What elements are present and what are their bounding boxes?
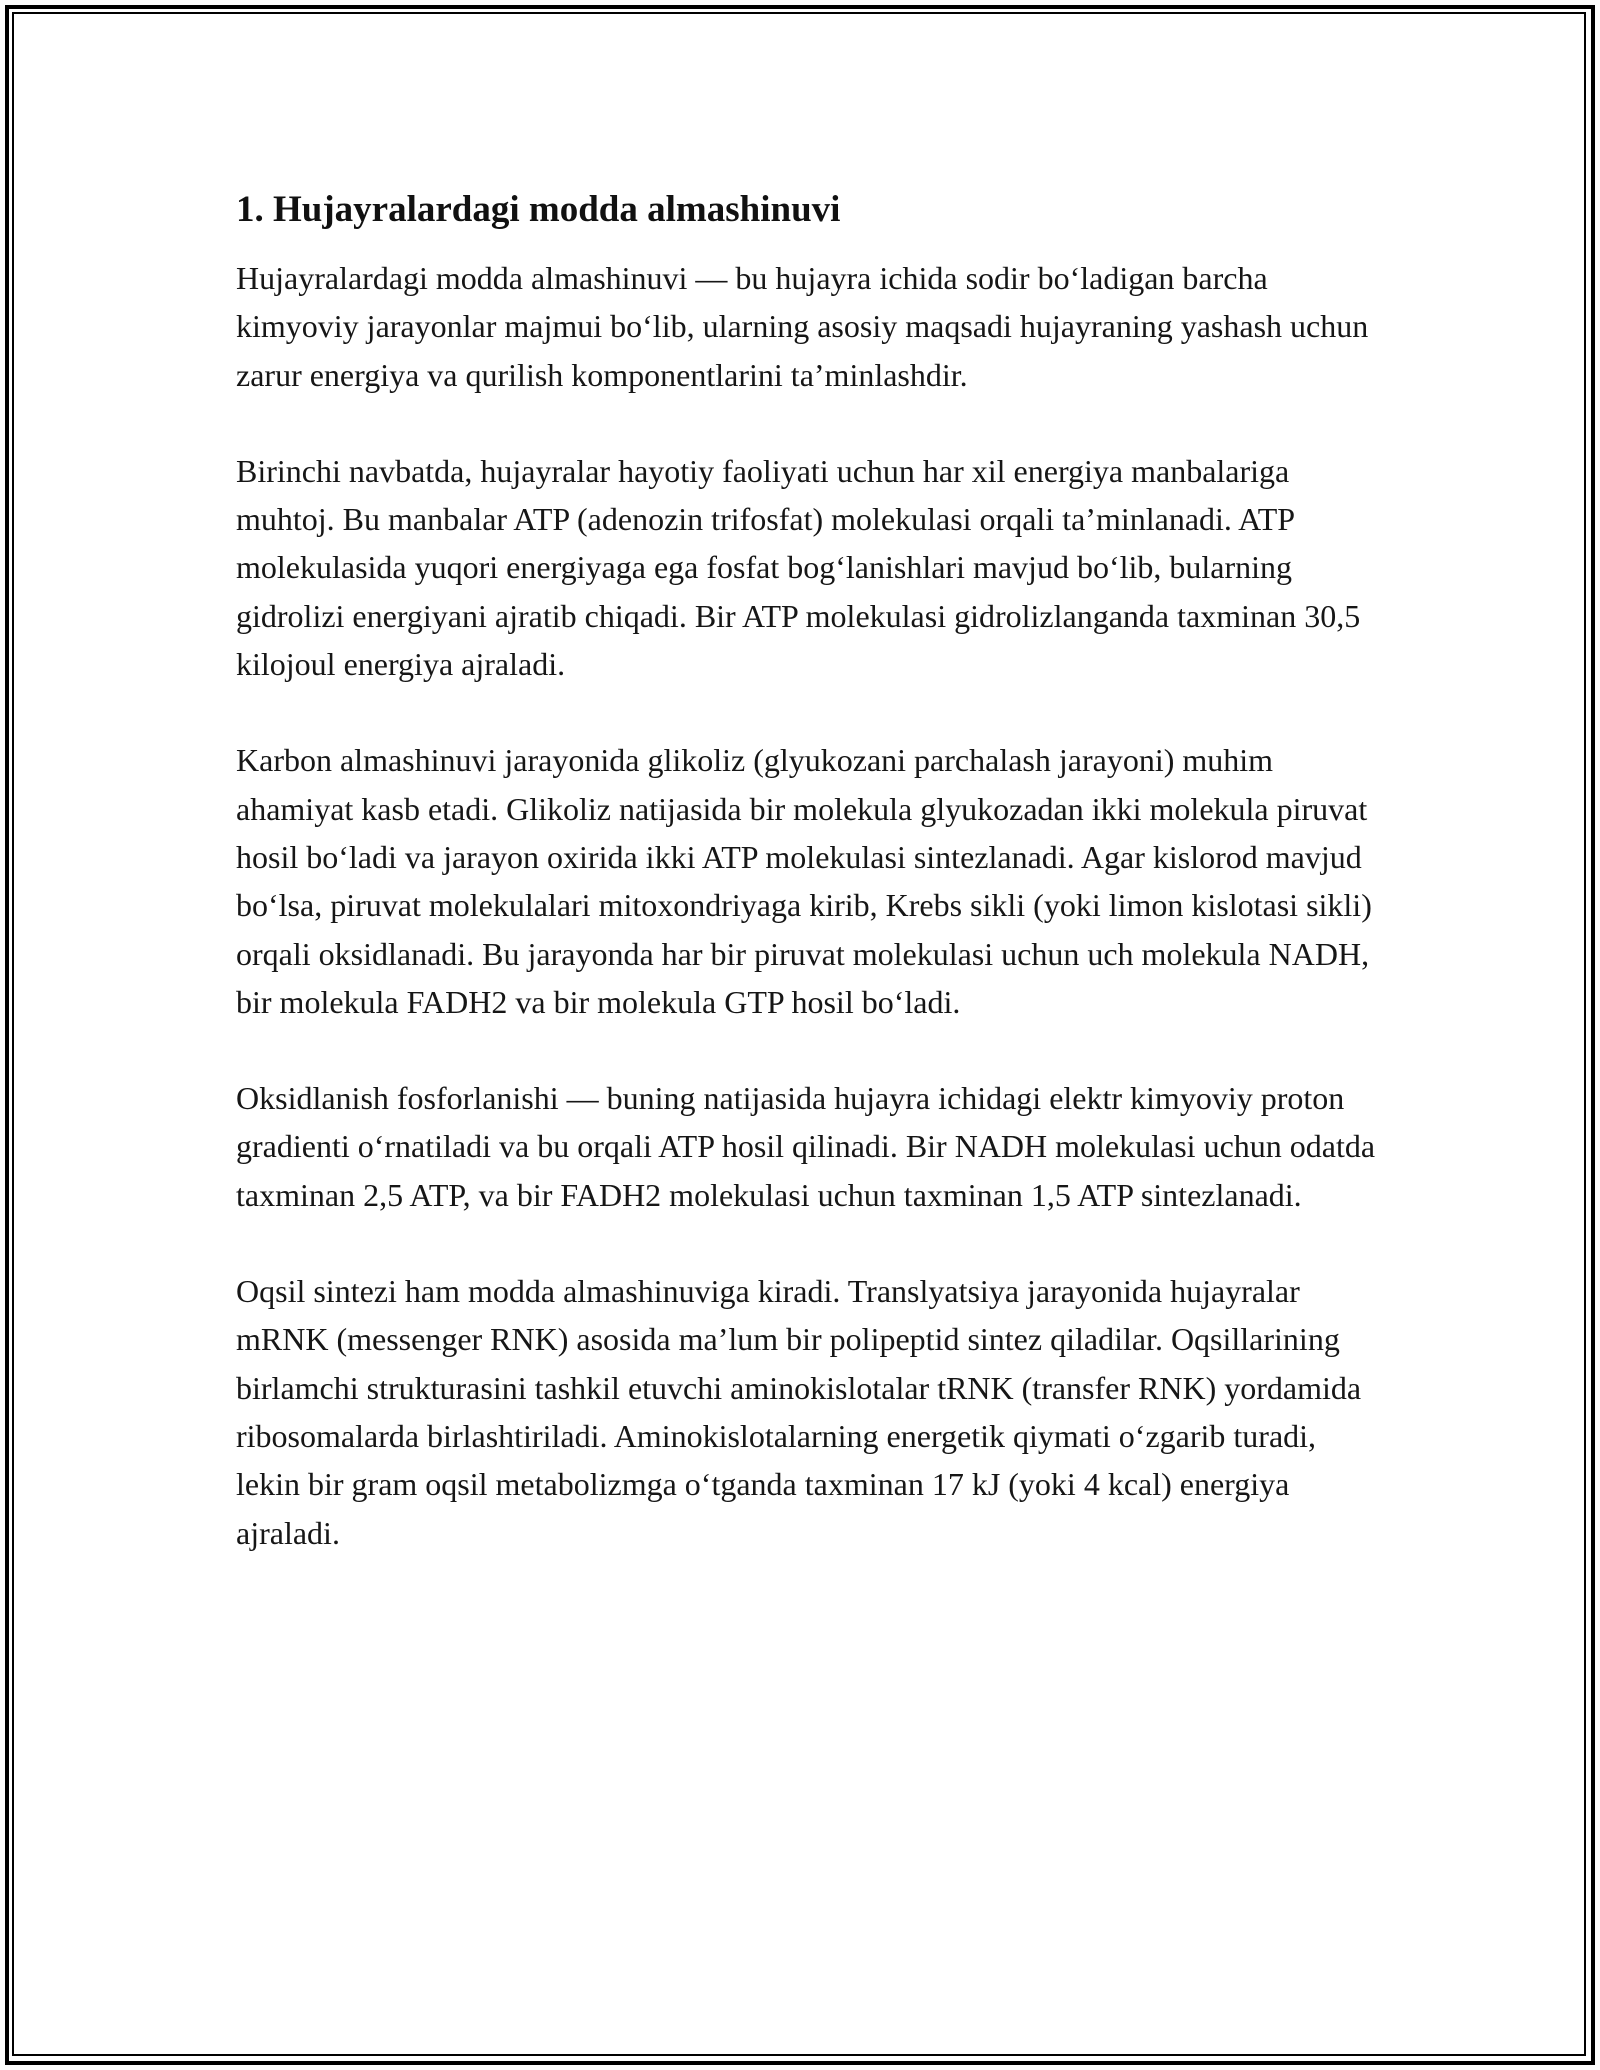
paragraph-protein-synthesis: Oqsil sintezi ham modda almashinuviga kiradi. Translyatsiya jarayonida hujayralar mRNK (messenger RNK) asosida ma’lum bir polipeptid sintez qiladilar. Oqsillarining birlamchi strukturasini tashkil etuvchi aminokislotalar tRNK (transfer RNK) yordamida ribosomalarda birlashtiriladi. Aminokislotalarning energetik qiymati o‘zgarib turadi, lekin bir gram oqsil metabolizmga o‘tganda taxminan 17 kJ (yoki 4 kcal) energiya ajraladi. — [236, 1273, 1362, 1551]
paragraph-intro: Hujayralardagi modda almashinuvi — bu hujayra ichida sodir bo‘ladigan barcha kimyoviy jarayonlar majmui bo‘lib, ularning asosiy maqsadi hujayraning yashash uchun zarur energiya va qurilish komponentlarini ta’minlashdir. — [236, 260, 1369, 393]
paragraph-oxidative-phosphorylation: Oksidlanish fosforlanishi — buning natijasida hujayra ichidagi elektr kimyoviy proton gradienti o‘rnatiladi va bu orqali ATP hosil qilinadi. Bir NADH molekulasi uchun odatda taxminan 2,5 ATP, va bir FADH2 molekulasi uchun taxminan 1,5 ATP sintezlanadi. — [236, 1080, 1376, 1213]
paragraph-atp-energy: Birinchi navbatda, hujayralar hayotiy faoliyati uchun har xil energiya manbalariga muhtoj. Bu manbalar ATP (adenozin trifosfat) molekulasi orqali ta’minlanadi. ATP molekulasida yuqori energiyaga ega fosfat bog‘lanishlari mavjud bo‘lib, bularning gidrolizi energiyani ajratib chiqadi. Bir ATP molekulasi gidrolizlanganda taxminan 30,5 kilojoul energiya ajraladi. — [236, 452, 1361, 683]
document-body — [236, 186, 1376, 1605]
paragraph-glycolysis: Karbon almashinuvi jarayonida glikoliz (glyukozani parchalash jarayoni) muhim ahamiyat kasb etadi. Glikoliz natijasida bir molekula glyukozadan ikki molekula piruvat hosil bo‘ladi va jarayon oxirida ikki ATP molekulasi sintezlanadi. Agar kislorod mavjud bo‘lsa, piruvat molekulalari mitoxondriyaga kirib, Krebs sikli (yoki limon kislotasi sikli) orqali oksidlanadi. Bu jarayonda har bir piruvat molekulasi uchun uch molekula NADH, bir molekula FADH2 va bir molekula GTP hosil bo‘ladi. — [236, 742, 1372, 1020]
section-heading: 1. Hujayralardagi modda almashinuvi — [236, 189, 841, 230]
